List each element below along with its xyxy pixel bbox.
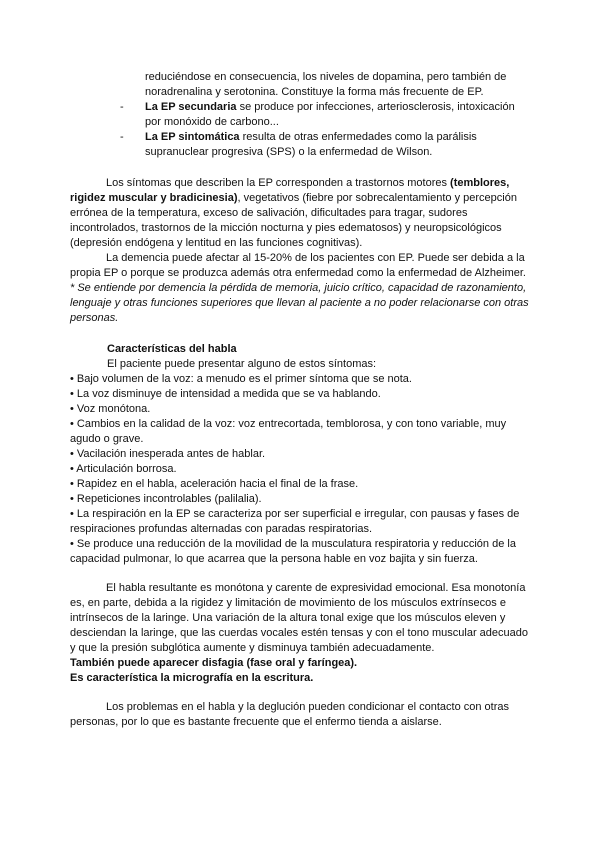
speech-item: • Vacilación inesperada antes de hablar. bbox=[70, 448, 266, 460]
list-item bbox=[120, 100, 530, 130]
symptoms-text-1: Los síntomas que describen la EP corresponden a trastornos motores bbox=[106, 177, 451, 189]
symptoms-bold: (temblores, rigidez muscular y bradicinesia) bbox=[70, 177, 510, 204]
symptoms-text-2: , vegetativos (fiebre por sobrecalentamiento y percepción errónea de la temperatura, exceso de salivación, dificultades para tragar, sudores incontrolados, trastornos de la micción nocturna y pies edematosos) y neuropsicológicos (depresión endógena y lentitud en las funciones cognitivas). bbox=[70, 192, 517, 249]
term-secondary-desc: se produce por infecciones, arteriosclerosis, intoxicación por monóxido de carbono... bbox=[145, 101, 515, 128]
dash-bullet: - bbox=[120, 101, 124, 113]
dash-bullet: - bbox=[120, 131, 124, 143]
dementia-note: * Se entiende por demencia la pérdida de memoria, juicio crítico, capacidad de razonamiento, lenguaje y otras funciones superiores que llevan al paciente a no poder relacionarse con otras personas. bbox=[70, 282, 529, 324]
dementia-paragraph: La demencia puede afectar al 15-20% de los pacientes con EP. Puede ser debida a la propia EP o porque se produzca además otra enfermedad como la enfermedad de Alzheimer. bbox=[70, 252, 526, 279]
isolation-paragraph: Los problemas en el habla y la deglución pueden condicionar el contacto con otras personas, por lo que es bastante frecuente que el enfermo tienda a aislarse. bbox=[70, 701, 509, 728]
speech-item: • La respiración en la EP se caracteriza por ser superficial e irregular, con pausas y fases de respiraciones profundas alternadas con paradas respiratorias. bbox=[70, 508, 520, 535]
speech-item: • Bajo volumen de la voz: a menudo es el primer síntoma que se nota. bbox=[70, 373, 412, 385]
speech-result-paragraph: El habla resultante es monótona y carente de expresividad emocional. Esa monotonía es, en parte, debida a la rigidez y limitación de movimiento de los músculos extrínsecos e intrínsecos de la laringe. Una variación de la altura tonal exige que los músculos eleven y desciendan la laringe, que las cuerdas vocales estén tensas y con el tono muscular adecuado y que la presión subglótica aumente y disminuya también adecuadamente. bbox=[70, 582, 529, 654]
speech-section bbox=[70, 342, 530, 372]
section-intro: El paciente puede presentar alguno de estos síntomas: bbox=[107, 358, 377, 370]
speech-item: • Se produce una reducción de la movilidad de la musculatura respiratoria y reducción de la capacidad pulmonar, lo que acarrea que la persona hable en voz bajita y sin fuerza. bbox=[70, 538, 516, 565]
term-symptomatic-desc: resulta de otras enfermedades como la parálisis supranuclear progresiva (SPS) o la enfermedad de Wilson. bbox=[145, 131, 477, 158]
speech-item: • Articulación borrosa. bbox=[70, 463, 177, 475]
micrographia-line: Es característica la micrografía en la escritura. bbox=[70, 672, 314, 684]
main-text bbox=[70, 176, 530, 730]
ep-types-list bbox=[120, 100, 530, 160]
symptoms-paragraph bbox=[70, 176, 530, 251]
continuation-paragraph: reduciéndose en consecuencia, los niveles de dopamina, pero también de noradrenalina y serotonina. Constituye la forma más frecuente de EP. bbox=[145, 71, 507, 98]
list-item bbox=[120, 130, 530, 160]
speech-item: • Rapidez en el habla, aceleración hacia el final de la frase. bbox=[70, 478, 359, 490]
term-secondary: La EP secundaria bbox=[145, 101, 237, 113]
speech-item: • Cambios en la calidad de la voz: voz entrecortada, temblorosa, y con tono variable, muy agudo o grave. bbox=[70, 418, 507, 445]
speech-item: • Voz monótona. bbox=[70, 403, 151, 415]
dysphagia-line: También puede aparecer disfagia (fase oral y faríngea). bbox=[70, 657, 358, 669]
speech-item: • La voz disminuye de intensidad a medida que se va hablando. bbox=[70, 388, 381, 400]
spacer bbox=[70, 567, 530, 581]
term-symptomatic: La EP sintomática bbox=[145, 131, 240, 143]
spacer bbox=[70, 326, 530, 342]
section-title: Características del habla bbox=[107, 343, 237, 355]
speech-item: • Repeticiones incontrolables (palilalia). bbox=[70, 493, 262, 505]
spacer bbox=[70, 686, 530, 700]
